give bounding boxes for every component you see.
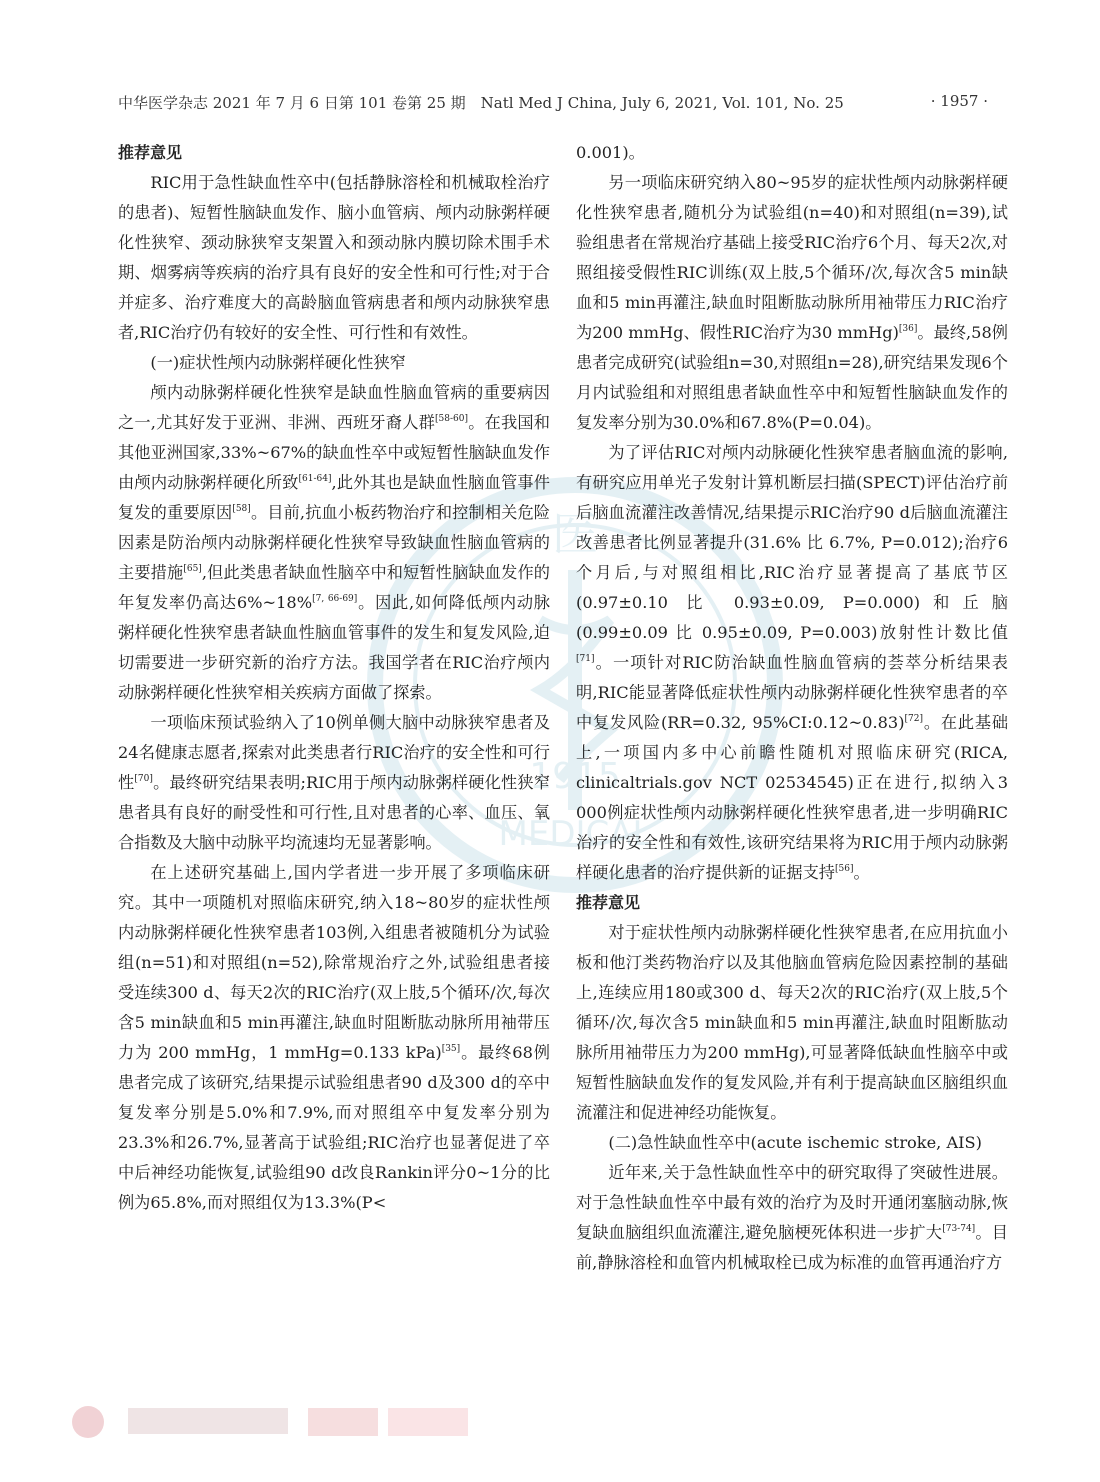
recommendation-heading: 推荐意见 [118, 143, 183, 162]
recommendation-paragraph: 对于症状性颅内动脉粥样硬化性狭窄患者,在应用抗血小板和他汀类药物治疗以及其他脑血管病危险因素控制的基础上,连续应用180或300 d、每天2次的RIC治疗(双上肢,5个循环/次,每次含5 min缺血和5 min再灌注,缺血时阻断肱动脉所用袖带压力为200 mmHg),可显著降低缺血性脑卒中或短暂性脑缺血发作的复发风险,并有利于提高缺血区脑组织血流灌注和促进神经功能恢复。 [576, 923, 1008, 1122]
recommendation-paragraph: RIC用于急性缺血性卒中(包括静脉溶栓和机械取栓治疗的患者)、短暂性脑缺血发作、脑小血管病、颅内动脉粥样硬化性狭窄、颈动脉狭窄支架置入和颈动脉内膜切除术围手术期、烟雾病等疾病的治疗具有良好的安全性和可行性;对于合并症多、治疗难度大的高龄脑血管病患者和颅内动脉狭窄患者,RIC治疗仍有较好的安全性、可行性和有效性。 [118, 173, 550, 342]
paragraph-continuation: 0.001)。 [576, 143, 645, 162]
citation: [35] [441, 1044, 461, 1054]
paragraph: 为了评估RIC对颅内动脉硬化性狭窄患者脑血流的影响,有研究应用单光子发射计算机断层扫描(SPECT)评估治疗前后脑血流灌注改善情况,结果提示RIC治疗90 d后脑血流灌注改善患者比例显著提升(31.6% 比 6.7%, P=0.012);治疗6个月后,与对照组相比,RIC治疗显著提高了基底节区(0.97±0.10 比 0.93±0.09, P=0.000)和丘脑(0.99±0.09 比 0.95±0.09, P=0.003)放射性计数比值[71]。一项针对RIC防治缺血性脑血管病的荟萃分析结果表明,RIC能显著降低症状性颅内动脉粥样硬化性狭窄患者的卒中复发风险(RR=0.32, 95%CI:0.12~0.83)[72]。在此基础上,一项国内多中心前瞻性随机对照临床研究(RICA, clinicaltrials.gov NCT 02534545)正在进行,拟纳入3 000例症状性颅内动脉粥样硬化性狭窄患者,进一步明确RIC治疗的安全性和有效性,该研究结果将为RIC用于颅内动脉粥样硬化患者的治疗提供新的证据支持[56]。 [576, 443, 1009, 882]
citation: [65] [183, 564, 202, 574]
section-title: (二)急性缺血性卒中(acute ischemic stroke, AIS) [608, 1133, 982, 1152]
citation: [73-74] [942, 1224, 976, 1234]
right-column [576, 138, 1008, 1278]
publisher-logo [68, 1400, 488, 1444]
paragraph: 在上述研究基础上,国内学者进一步开展了多项临床研究。其中一项随机对照临床研究,纳入18~80岁的症状性颅内动脉粥样硬化性狭窄患者103例,入组患者被随机分为试验组(n=51)和对照组(n=52),除常规治疗之外,试验组患者接受连续300 d、每天2次的RIC治疗(双上肢,5个循环/次,每次含5 min缺血和5 min再灌注,缺血时阻断肱动脉所用袖带压力为 200 mmHg，1 mmHg=0.133 kPa)[35]。最终68例患者完成了该研究,结果提示试验组患者90 d及300 d的卒中复发率分别是5.0%和7.9%,而对照组卒中复发率分别为23.3%和26.7%,显著高于试验组;RIC治疗也显著促进了卒中后神经功能恢复,试验组90 d改良Rankin评分0~1分的比例为65.8%,而对照组仅为13.3%(P< [118, 863, 550, 1212]
citation: [71] [576, 654, 595, 664]
watermark-char: 医 [552, 507, 598, 561]
page-number: · 1957 · [930, 92, 988, 110]
paragraph: 近年来,关于急性缺血性卒中的研究取得了突破性进展。对于急性缺血性卒中最有效的治疗为及时开通闭塞脑动脉,恢复缺血脑组织血流灌注,避免脑梗死体积进一步扩大[73-74]。目前,静脉溶栓和血管内机械取栓已成为标准的血管再通治疗方 [576, 1163, 1008, 1272]
citation: [70] [134, 774, 153, 784]
citation: [36] [898, 324, 918, 334]
recommendation-heading: 推荐意见 [576, 893, 641, 912]
citation: [56] [835, 864, 854, 874]
paragraph: 一项临床预试验纳入了10例单侧大脑中动脉狭窄患者及24名健康志愿者,探索对此类患者行RIC治疗的安全性和可行性[70]。最终研究结果表明;RIC用于颅内动脉粥样硬化性狭窄患者具有良好的耐受性和可行性,且对患者的心率、血压、氧合指数及大脑中动脉平均流速均无显著影响。 [118, 713, 551, 852]
left-column [118, 138, 550, 1218]
section-title: (一)症状性颅内动脉粥样硬化性狭窄 [150, 353, 406, 372]
citation: [58-60] [435, 414, 468, 424]
paragraph: 另一项临床研究纳入80~95岁的症状性颅内动脉粥样硬化性狭窄患者,随机分为试验组(n=40)和对照组(n=39),试验组患者在常规治疗基础上接受RIC治疗6个月、每天2次,对照组接受假性RIC训练(双上肢,5个循环/次,每次含5 min缺血和5 min再灌注,缺血时阻断肱动脉所用袖带压力RIC治疗为200 mmHg、假性RIC治疗为30 mmHg)[36]。最终,58例患者完成研究(试验组n=30,对照组n=28),研究结果发现6个月内试验组和对照组患者缺血性卒中和短暂性脑缺血发作的复发率分别为30.0%和67.8%(P=0.04)。 [576, 173, 1008, 432]
citation: [58] [232, 504, 251, 514]
citation: [61-64] [298, 474, 332, 484]
citation: [72] [904, 714, 924, 724]
header-journal-info: 中华医学杂志 2021 年 7 月 6 日第 101 卷第 25 期 Natl Med J China, July 6, 2021, Vol. 101, No. 25 [118, 94, 844, 112]
watermark-text: MEDICAL [498, 814, 652, 854]
paragraph: 颅内动脉粥样硬化性狭窄是缺血性脑血管病的重要病因之一,尤其好发于亚洲、非洲、西班牙裔人群[58-60]。在我国和其他亚洲国家,33%~67%的缺血性卒中或短暂性脑缺血发作由颅内动脉粥样硬化所致[61-64],此外其也是缺血性脑血管事件复发的重要原因[58]。目前,抗血小板药物治疗和控制相关危险因素是防治颅内动脉粥样硬化性狭窄导致缺血性脑血管病的主要措施[65],但此类患者缺血性脑卒中和短暂性脑缺血发作的年复发率仍高达6%~18%[7, 66-69]。因此,如何降低颅内动脉粥样硬化性狭窄患者缺血性脑血管事件的发生和复发风险,迫切需要进一步研究新的治疗方法。我国学者在RIC治疗颅内动脉粥样硬化性狭窄相关疾病方面做了探索。 [118, 383, 550, 702]
watermark-year: 1915 [529, 756, 621, 797]
citation: [7, 66-69] [312, 594, 358, 604]
